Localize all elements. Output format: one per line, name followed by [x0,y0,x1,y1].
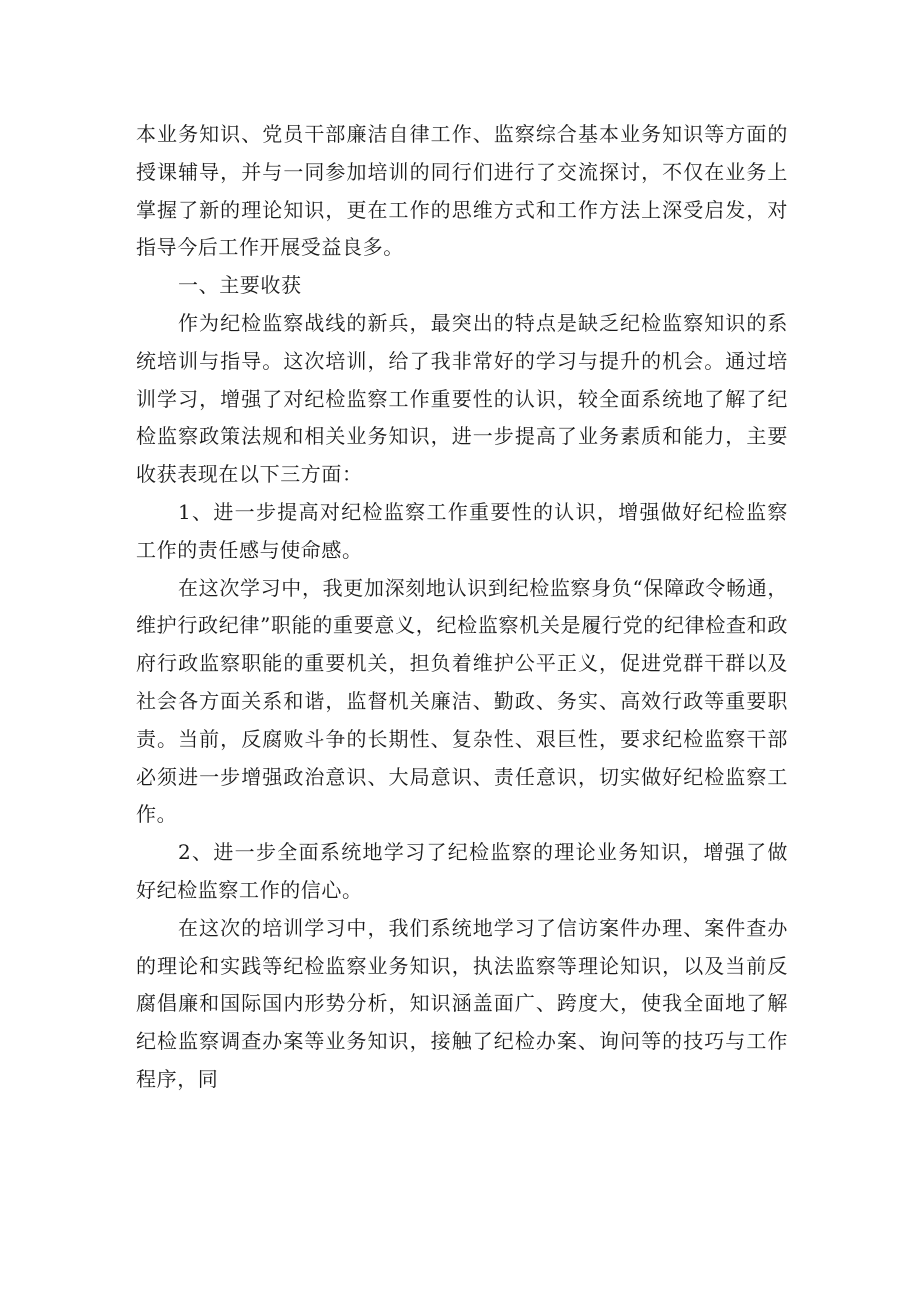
section-heading: 一、主要收获 [178,273,302,298]
subpoint-2-title: 2、进一步全面系统地学习了纪检监察的理论业务知识，增强了做好纪检监察工作的信心。 [136,840,788,902]
paragraph-intro: 作为纪检监察战线的新兵，最突出的特点是缺乏纪检监察知识的系统培训与指导。这次培训，给了我非常好的学习与提升的机会。通过培训学习，增强了对纪检监察工作重要性的认识，较全面系统地了解了纪检监察政策法规和相关业务知识，进一步提高了业务素质和能力，主要收获表现在以下三方面： [136,310,788,487]
paragraph-continuation: 本业务知识、党员干部廉洁自律工作、监察综合基本业务知识等方面的授课辅导，并与一同参加培训的同行们进行了交流探讨，不仅在业务上掌握了新的理论知识，更在工作的思维方式和工作方法上深受启发，对指导今后工作开展受益良多。 [136,122,788,260]
document-body [136,116,788,1099]
subpoint-2-body: 在这次的培训学习中，我们系统地学习了信访案件办理、案件查办的理论和实践等纪检监察业务知识，执法监察等理论知识，以及当前反腐倡廉和国际国内形势分析，知识涵盖面广、跨度大，使我全面地了解纪检监察调查办案等业务知识，接触了纪检办案、询问等的技巧与工作程序，同 [136,915,788,1091]
subpoint-1-title: 1、进一步提高对纪检监察工作重要性的认识，增强做好纪检监察工作的责任感与使命感。 [136,499,788,562]
subpoint-1-body: 在这次学习中，我更加深刻地认识到纪检监察身负“保障政令畅通，维护行政纪律”职能的重要意义，纪检监察机关是履行党的纪律检查和政府行政监察职能的重要机关，担负着维护公平正义，促进党群干群以及社会各方面关系和谐，监督机关廉洁、勤政、务实、高效行政等重要职责。当前，反腐败斗争的长期性、复杂性、艰巨性，要求纪检监察干部必须进一步增强政治意识、大局意识、责任意识，切实做好纪检监察工作。 [136,575,788,827]
